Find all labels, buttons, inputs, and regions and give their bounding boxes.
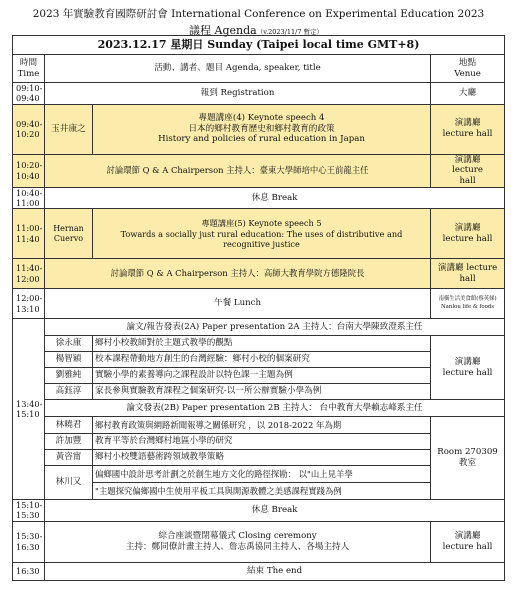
col-venue-header xyxy=(431,55,505,83)
keynote-title: 專題講座(4) Keynote speech 4 xyxy=(198,112,325,123)
keynote-title: 專題講座(5) Keynote speech 5 xyxy=(201,218,322,229)
presenter-name: 劉雅純 xyxy=(45,368,93,384)
venue-cell xyxy=(431,289,505,319)
qa-cell: 討論環節 Q & A Chairperson 主持人：高師大教育學院方德隆院長 xyxy=(45,259,431,289)
time-cell xyxy=(13,521,45,562)
paper-title: 偏鄉國中設計思考計劃之於創生地方文化的路徑探勘： 以"山上見羊學 xyxy=(93,466,431,483)
venue-zh: 演講廳 xyxy=(454,222,481,233)
closing-title: 綜合座談暨閉幕儀式 Closing ceremony xyxy=(158,530,317,541)
venue-zh: 教室 xyxy=(458,458,477,469)
break-cell: 休息 Break xyxy=(45,187,505,209)
venue-en: lecture hall xyxy=(442,367,493,378)
presenter-name: 林川又 xyxy=(45,466,93,500)
presenter-name: 楊智穎 xyxy=(45,352,93,368)
presenter-name: 林曉君 xyxy=(45,417,93,434)
venue-en: lecture hall xyxy=(442,233,493,244)
paper-title: 校本課程帶動地方創生的台灣經驗：鄉村小校的個案研究 xyxy=(93,352,431,368)
time-cell xyxy=(13,289,45,319)
col-venue-en: Venue xyxy=(454,68,481,79)
time-start: 13:40- xyxy=(16,398,43,409)
column-header-row xyxy=(13,55,505,83)
paper-title-continued: "主題探究偏鄉國中生使用平板工具與開源教體之美感課程實踐為例 xyxy=(93,483,431,500)
time-start: 09:10- xyxy=(16,83,43,93)
time-end: 12:00 xyxy=(16,273,40,284)
paper-title: 實驗小學的素養導向之課程設計以特色課一主題為例 xyxy=(93,368,431,384)
time-cell xyxy=(13,187,45,209)
venue-en: Nanlou life & foods xyxy=(440,303,495,310)
col-time-zh: 時間 xyxy=(19,57,38,68)
venue-en: lecture hall xyxy=(442,541,493,552)
keynote-en-title: History and policies of rural education in Japan xyxy=(158,134,365,145)
time-end: 13:10 xyxy=(16,303,40,314)
date-row xyxy=(13,36,505,55)
paper-title: 鄉村小校雙語藝術跨領域教學策略 xyxy=(93,450,431,466)
time-cell xyxy=(13,319,45,500)
paper-title: 鄉村小校教師對於主題式教學的觀點 xyxy=(93,336,431,352)
paper-2b-header: 論文發表(2B) Paper presentation 2B 主持人： 台中教育大學賴志峰系主任 xyxy=(45,400,505,417)
agenda-table xyxy=(12,35,505,581)
presenter-name: 黃咨甯 xyxy=(45,450,93,466)
row-keynote-4 xyxy=(13,104,505,154)
venue-zh: 演講廳 lecture xyxy=(437,262,498,273)
time-end: 10:20 xyxy=(16,129,40,139)
row-lunch xyxy=(13,289,505,319)
agenda-label: 議程 Agenda xyxy=(189,24,257,37)
time-cell xyxy=(13,259,45,289)
venue-cell xyxy=(431,154,505,187)
end-cell: 結束 The end xyxy=(45,562,505,580)
venue-zh: 演講廳 xyxy=(454,118,481,129)
venue-zh: 演講廳 xyxy=(454,356,481,367)
table-row xyxy=(13,336,505,352)
activity-cell: 報到 Registration xyxy=(45,83,431,105)
row-end xyxy=(13,562,505,580)
venue-en-2: hall xyxy=(459,175,476,186)
lunch-cell: 午餐 Lunch xyxy=(45,289,431,319)
venue-en: lecture xyxy=(452,165,483,176)
row-keynote-5 xyxy=(13,209,505,259)
qa-cell: 討論環節 Q & A Chairperson 主持人：臺東大學師培中心王前龍主任 xyxy=(45,154,431,187)
venue-room: Room 270309 xyxy=(437,447,498,458)
speaker-cell: Hernan Cuervo xyxy=(45,209,93,259)
date-line: 2023.12.17 星期日 Sunday (Taipei local time GMT+8) xyxy=(13,36,505,55)
venue-cell xyxy=(431,521,505,562)
col-venue-zh: 地點 xyxy=(458,57,477,68)
time-cell xyxy=(13,209,45,259)
paper-2a-header: 論文/報告發表(2A) Paper presentation 2A 主持人：台南大學陳致澄系主任 xyxy=(45,319,505,336)
time-start: 09:40- xyxy=(16,118,43,129)
time-cell xyxy=(13,83,45,105)
break-cell: 休息 Break xyxy=(45,500,505,522)
time-cell xyxy=(13,500,45,522)
time-start: 11:00- xyxy=(16,223,43,234)
venue-cell: 大廳 xyxy=(431,83,505,105)
row-paper-2b-header xyxy=(13,400,505,417)
venue-cell xyxy=(431,336,505,400)
row-qa-1 xyxy=(13,154,505,187)
presenter-name: 徐永康 xyxy=(45,336,93,352)
keynote-en-title-2: recognitive justice xyxy=(223,238,300,249)
col-activity-header: 活動、講者、題目 Agenda, speaker, title xyxy=(45,55,431,83)
venue-en: hall xyxy=(459,273,476,284)
venue-zh: 演講廳 xyxy=(454,530,481,541)
time-start: 12:00- xyxy=(16,293,43,304)
presenter-name: 高鈺淳 xyxy=(45,384,93,400)
time-start: 10:20- xyxy=(16,160,43,171)
time-start: 11:40- xyxy=(16,263,43,274)
row-break-2 xyxy=(13,500,505,522)
row-qa-2 xyxy=(13,259,505,289)
row-registration xyxy=(13,83,505,105)
time-end: 10:40 xyxy=(16,170,40,181)
venue-cell xyxy=(431,104,505,154)
venue-zh: 演講廳 xyxy=(454,154,481,165)
row-break-1 xyxy=(13,187,505,209)
row-closing xyxy=(13,521,505,562)
venue-en: lecture hall xyxy=(442,129,493,139)
time-end: 11:00 xyxy=(16,197,40,208)
venue-cell xyxy=(431,259,505,289)
row-paper-2a-header xyxy=(13,319,505,336)
venue-cell xyxy=(431,209,505,259)
time-end: 09:40 xyxy=(16,93,40,104)
time-start: 15:10- xyxy=(16,500,43,511)
paper-title: 教育平等於台灣鄉村地區小學的研究 xyxy=(93,434,431,450)
col-time-en: Time xyxy=(17,68,40,79)
col-time-header xyxy=(13,55,45,83)
time-end: 11:40 xyxy=(16,233,40,244)
closing-hosts: 主持：鄭同僚計畫主持人、詹志禹協同主持人、各場主持人 xyxy=(125,541,350,552)
keynote-en-title: Towards a socially just rural education: The uses of distributive and xyxy=(120,228,403,239)
time-start: 15:30- xyxy=(16,531,43,542)
time-cell xyxy=(13,154,45,187)
keynote-zh-title: 日本的鄉村教育歷史和鄉村教育的政策 xyxy=(188,123,335,134)
time-end: 16:30 xyxy=(16,541,40,552)
conference-title: 2023 年實驗教育國際研討會 International Conference on Experimental Education 2023 xyxy=(32,8,485,20)
version-note: （v.2023/11/7 暫定） xyxy=(256,28,324,36)
speaker-cell: 玉井康之 xyxy=(45,104,93,154)
paper-title: 家長參與實驗教育課程之個案研究-以一所公辦實驗小學為例 xyxy=(93,384,431,400)
time-cell: 16:30 xyxy=(13,562,45,580)
venue-cell xyxy=(431,417,505,500)
keynote-cell xyxy=(93,104,431,154)
table-row xyxy=(13,417,505,434)
time-cell xyxy=(13,104,45,154)
time-end: 15:10 xyxy=(16,409,40,420)
paper-title: 鄉村教育政策與網路新聞報導之關係研究 ，以 2018-2022 年為期 xyxy=(93,417,431,434)
presenter-name: 許加豐 xyxy=(45,434,93,450)
time-end: 15:30 xyxy=(16,510,40,521)
closing-cell xyxy=(45,521,431,562)
time-start: 10:40- xyxy=(16,187,43,198)
keynote-cell xyxy=(93,209,431,259)
venue-zh: 南橫生活美食館(蔡英娣) xyxy=(438,296,497,303)
